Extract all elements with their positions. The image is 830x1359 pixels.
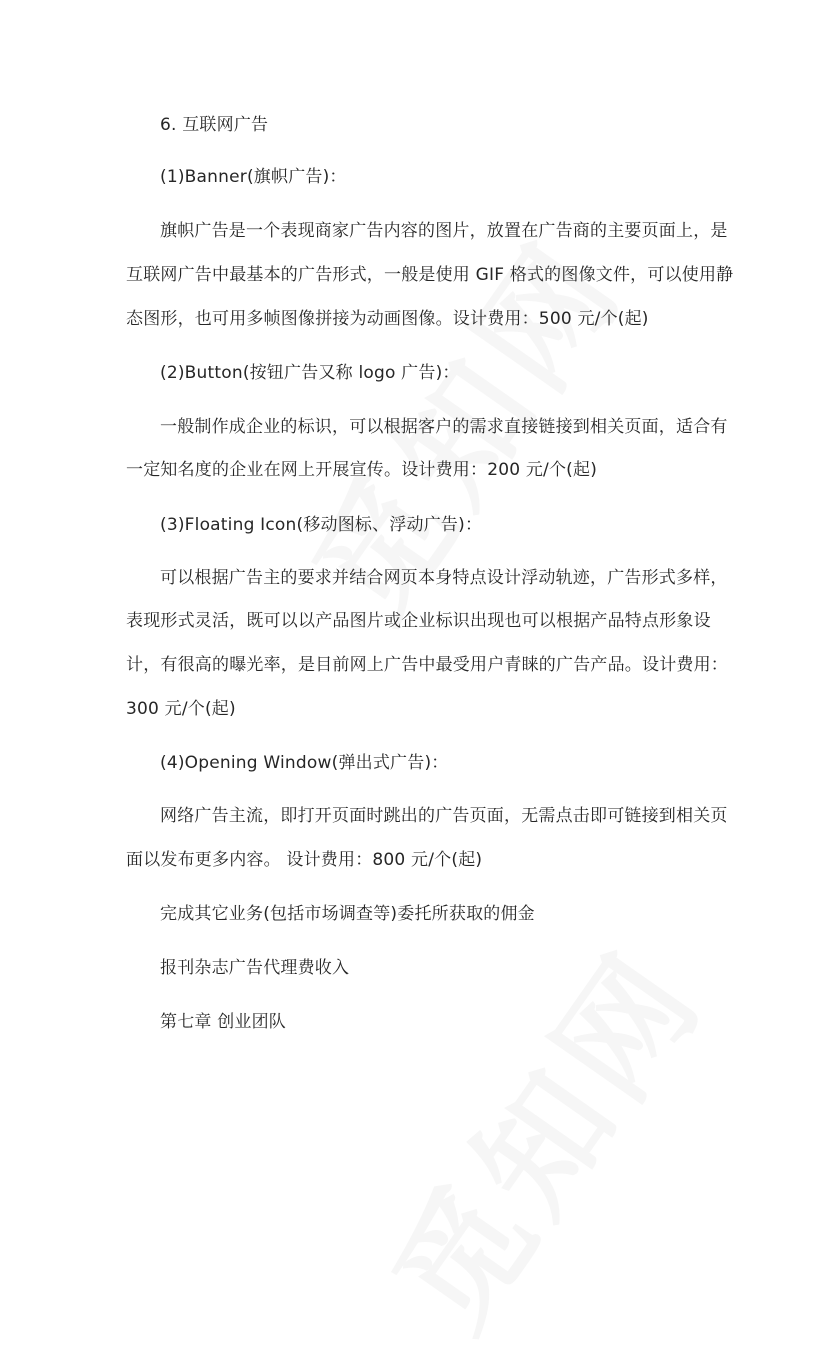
paragraph-line: 旗帜广告是一个表现商家广告内容的图片，放置在广告商的主要页面上，是	[160, 221, 728, 241]
subheading-banner: (1)Banner(旗帜广告)：	[160, 167, 347, 187]
paragraph-line: 300 元/个(起)	[126, 699, 236, 719]
paragraph-line: 网络广告主流，即打开页面时跳出的广告页面，无需点击即可链接到相关页	[160, 806, 728, 826]
section-heading: 6. 互联网广告	[160, 115, 269, 135]
chapter-heading: 第七章 创业团队	[160, 1012, 287, 1032]
paragraph-line: 互联网广告中最基本的广告形式，一般是使用 GIF 格式的图像文件，可以使用静	[126, 265, 734, 285]
subheading-opening-window: (4)Opening Window(弹出式广告)：	[160, 753, 449, 773]
paragraph-line: 报刊杂志广告代理费收入	[160, 958, 350, 978]
paragraph-line: 一定知名度的企业在网上开展宣传。设计费用：200 元/个(起)	[126, 460, 598, 480]
paragraph-line: 计，有很高的曝光率，是目前网上广告中最受用户青睐的广告产品。设计费用：	[126, 655, 728, 675]
subheading-button: (2)Button(按钮广告又称 logo 广告)：	[160, 363, 460, 383]
subheading-floating-icon: (3)Floating Icon(移动图标、浮动广告)：	[160, 515, 483, 535]
paragraph-line: 完成其它业务(包括市场调查等)委托所获取的佣金	[160, 904, 535, 924]
paragraph-line: 一般制作成企业的标识，可以根据客户的需求直接链接到相关页面，适合有	[160, 417, 728, 437]
paragraph-line: 态图形，也可用多帧图像拼接为动画图像。设计费用：500 元/个(起)	[126, 309, 649, 329]
paragraph-line: 面以发布更多内容。 设计费用：800 元/个(起)	[126, 850, 483, 870]
paragraph-line: 可以根据广告主的要求并结合网页本身特点设计浮动轨迹，广告形式多样，	[160, 568, 728, 588]
paragraph-line: 表现形式灵活，既可以以产品图片或企业标识出现也可以根据产品特点形象设	[126, 611, 711, 631]
